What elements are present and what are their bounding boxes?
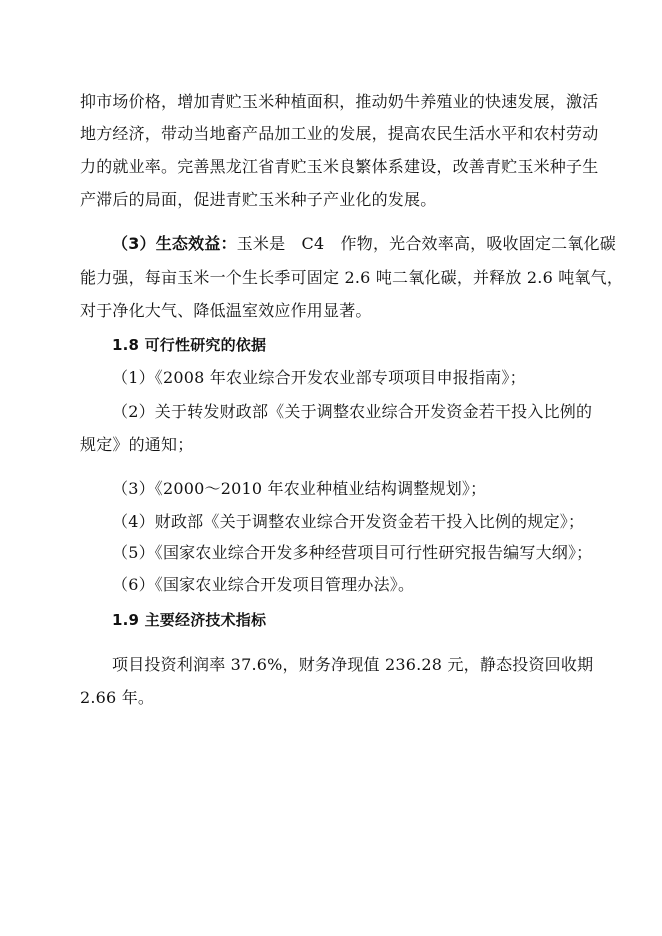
paragraph-1-line-2: 地方经济，带动当地畜产品加工业的发展，提高农民生活水平和农村劳动 — [80, 124, 599, 143]
paragraph-1-line-1: 抑市场价格，增加青贮玉米种植面积，推动奶牛养殖业的快速发展，激活 — [80, 92, 599, 111]
reference-item-4: （4）财政部《关于调整农业综合开发资金若干投入比例的规定》； — [112, 512, 585, 531]
indicators-line-2: 2.66 年。 — [80, 688, 155, 707]
paragraph-2-line-3: 对于净化大气、降低温室效应作用显著。 — [80, 301, 372, 320]
reference-item-2-cont: 规定》的通知； — [80, 435, 194, 454]
section-1-9-heading: 1.9 主要经济技术指标 — [112, 611, 267, 629]
paragraph-2-line-2: 能力强，每亩玉米一个生长季可固定 2.6 吨二氧化碳，并释放 2.6 吨氧气， — [80, 268, 624, 287]
paragraph-2-line-1-text: 玉米是 C4 作物，光合效率高，吸收固定二氧化碳 — [236, 234, 616, 253]
reference-item-6: （6）《国家农业综合开发项目管理办法》。 — [112, 575, 415, 594]
section-1-8-heading: 1.8 可行性研究的依据 — [112, 336, 267, 354]
paragraph-2-line-1 — [112, 234, 616, 254]
reference-item-5: （5）《国家农业综合开发多种经营项目可行性研究报告编写大纲》； — [112, 543, 593, 562]
reference-item-1: （1）《2008 年农业综合开发农业部专项项目申报指南》； — [112, 368, 526, 387]
indicators-line-1: 项目投资利润率 37.6%，财务净现值 236.28 元，静态投资回收期 — [112, 655, 594, 674]
reference-item-2: （2）关于转发财政部《关于调整农业综合开发资金若干投入比例的 — [112, 402, 593, 421]
ecology-benefit-label: （3）生态效益： — [112, 234, 237, 253]
paragraph-1-line-3: 力的就业率。完善黑龙江省青贮玉米良繁体系建设，改善青贮玉米种子生 — [80, 157, 599, 176]
reference-item-3: （3）《2000～2010 年农业种植业结构调整规划》； — [112, 479, 487, 498]
paragraph-1-line-4: 产滞后的局面，促进青贮玉米种子产业化的发展。 — [80, 190, 437, 209]
